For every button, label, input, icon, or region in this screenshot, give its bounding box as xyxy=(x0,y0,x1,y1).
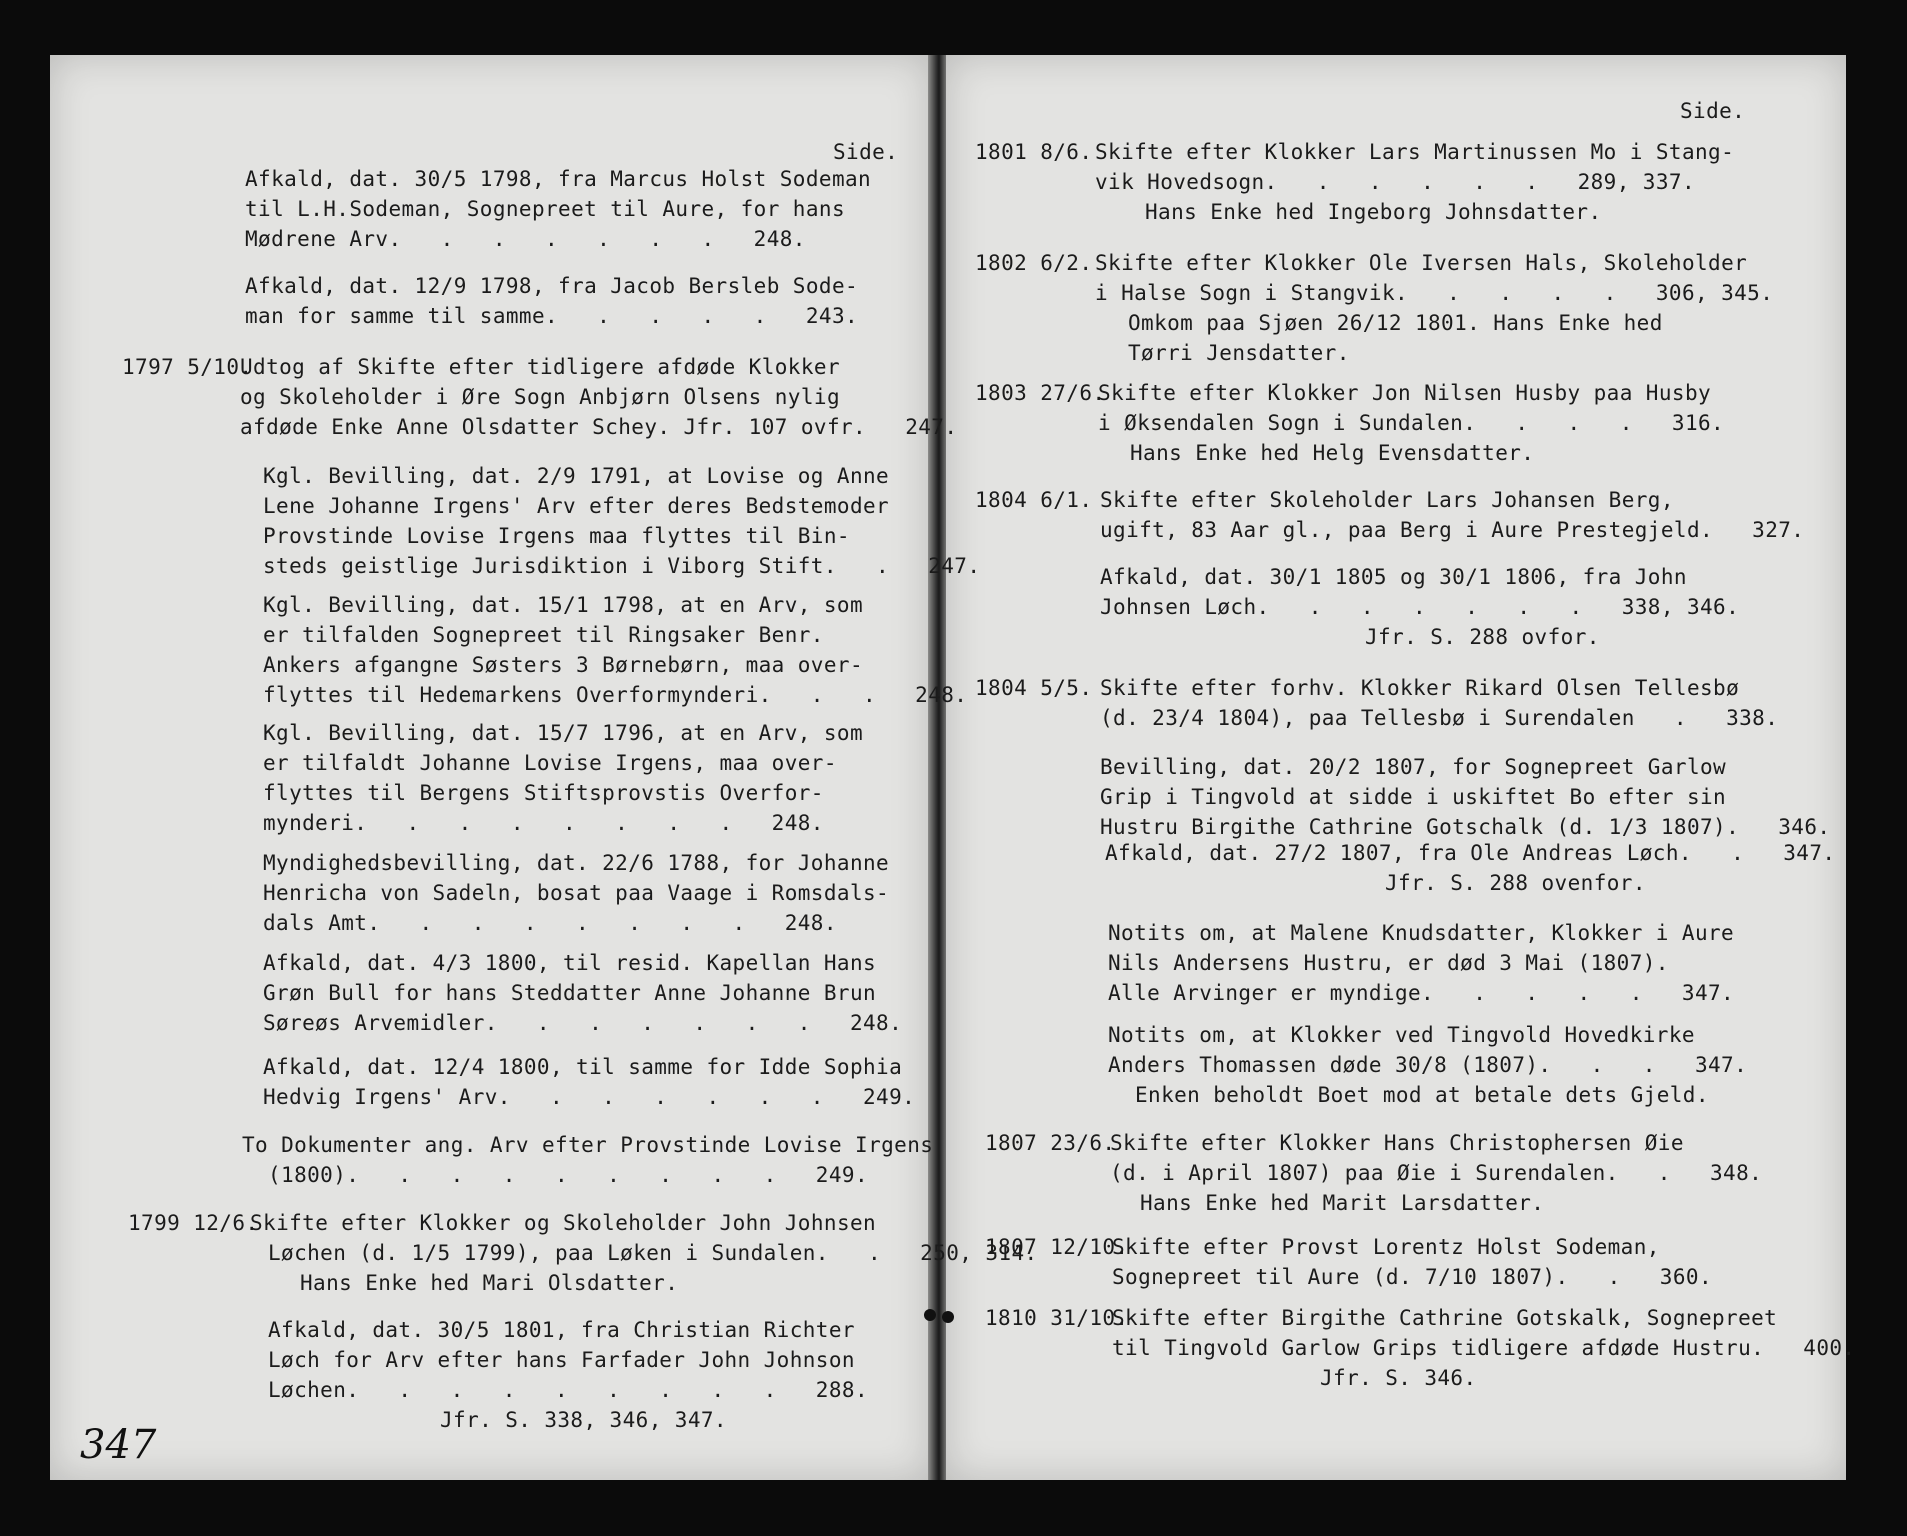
entry-line: Afkald, dat. 12/4 1800, til samme for Idde Sophia xyxy=(263,1055,903,1079)
entry-line: Enken beholdt Boet mod at betale dets Gjeld. xyxy=(1135,1083,1709,1107)
entry-line: Afkald, dat. 4/3 1800, til resid. Kapellan Hans xyxy=(263,951,877,975)
entry-line: Lene Johanne Irgens' Arv efter deres Bedstemoder xyxy=(263,494,890,518)
entry-line: steds geistlige Jurisdiktion i Viborg Stift. . 247. xyxy=(263,554,981,578)
entry-line: Skifte efter Birgithe Cathrine Gotskalk, Sognepreet xyxy=(1112,1306,1778,1330)
entry-date: 1804 5/5. xyxy=(975,676,1093,700)
entry-line: Jfr. S. 288 ovenfor. xyxy=(1385,871,1646,895)
entry-line: til L.H.Sodeman, Sognepreet til Aure, for hans xyxy=(245,197,845,221)
entry-line: til Tingvold Garlow Grips tidligere afdøde Hustru. 400. xyxy=(1112,1336,1856,1360)
entry-line: Johnsen Løch. . . . . . . 338, 346. xyxy=(1100,595,1740,619)
entry-line: Notits om, at Klokker ved Tingvold Hovedkirke xyxy=(1108,1023,1695,1047)
entry-line: Bevilling, dat. 20/2 1807, for Sognepreet Garlow xyxy=(1100,755,1727,779)
entry-line: Afkald, dat. 30/1 1805 og 30/1 1806, fra John xyxy=(1100,565,1687,589)
entry-line: er tilfaldt Johanne Lovise Irgens, maa over- xyxy=(263,751,837,775)
entry-line: Hans Enke hed Mari Olsdatter. xyxy=(300,1271,679,1295)
entry-line: Provstinde Lovise Irgens maa flyttes til Bin- xyxy=(263,524,850,548)
handwritten-page-note: 347 xyxy=(80,1422,157,1468)
entry-line: i Øksendalen Sogn i Sundalen. . . . 316. xyxy=(1098,411,1725,435)
entry-line: dals Amt. . . . . . . . 248. xyxy=(263,911,837,935)
entry-line: Skifte efter Klokker Ole Iversen Hals, Skoleholder xyxy=(1095,251,1748,275)
entry-line: Søreøs Arvemidler. . . . . . . 248. xyxy=(263,1011,903,1035)
entry-date: 1810 31/10. xyxy=(985,1306,1129,1330)
entry-line: Afkald, dat. 30/5 1801, fra Christian Richter xyxy=(268,1318,855,1342)
entry-line: Skifte efter Provst Lorentz Holst Sodeman, xyxy=(1112,1235,1660,1259)
entry-line: Alle Arvinger er myndige. . . . . 347. xyxy=(1108,981,1735,1005)
entry-line: Kgl. Bevilling, dat. 15/1 1798, at en Arv, som xyxy=(263,593,863,617)
entry-line: Løchen. . . . . . . . . 288. xyxy=(268,1378,868,1402)
entry-line: Myndighedsbevilling, dat. 22/6 1788, for Johanne xyxy=(263,851,890,875)
entry-line: Hans Enke hed Helg Evensdatter. xyxy=(1130,441,1535,465)
entry-line: man for samme til samme. . . . . 243. xyxy=(245,304,859,328)
entry-line: Skifte efter Klokker Lars Martinussen Mo i Stang- xyxy=(1095,140,1735,164)
entry-date: 1807 12/10. xyxy=(985,1235,1129,1259)
entry-line: Ankers afgangne Søsters 3 Børnebørn, maa over- xyxy=(263,653,863,677)
entry-line: Afkald, dat. 12/9 1798, fra Jacob Bersleb Sode- xyxy=(245,274,859,298)
entry-line: Omkom paa Sjøen 26/12 1801. Hans Enke hed xyxy=(1128,311,1663,335)
entry-line: mynderi. . . . . . . . 248. xyxy=(263,811,824,835)
entry-line: Afkald, dat. 27/2 1807, fra Ole Andreas Løch. . 347. xyxy=(1105,841,1836,865)
left-side-header: Side. xyxy=(833,140,899,164)
entry-line: Anders Thomassen døde 30/8 (1807). . . 347. xyxy=(1108,1053,1748,1077)
entry-date: 1803 27/6. xyxy=(975,381,1106,405)
entry-line: Tørri Jensdatter. xyxy=(1128,341,1350,365)
entry-line: Notits om, at Malene Knudsdatter, Klokker i Aure xyxy=(1108,921,1735,945)
entry-line: Hustru Birgithe Cathrine Gotschalk (d. 1/3 1807). 346. xyxy=(1100,815,1831,839)
entry-line: Skifte efter Klokker og Skoleholder John Johnsen xyxy=(250,1211,877,1235)
entry-line: Skifte efter Klokker Hans Christophersen Øie xyxy=(1110,1131,1684,1155)
entry-line: Skifte efter Klokker Jon Nilsen Husby paa Husby xyxy=(1098,381,1712,405)
entry-line: Mødrene Arv. . . . . . . 248. xyxy=(245,227,806,251)
entry-line: Grip i Tingvold at sidde i uskiftet Bo efter sin xyxy=(1100,785,1727,809)
entry-line: er tilfalden Sognepreet til Ringsaker Benr. xyxy=(263,623,824,647)
entry-line: (1800). . . . . . . . . 249. xyxy=(268,1163,868,1187)
entry-line: (d. i April 1807) paa Øie i Surendalen. . 348. xyxy=(1110,1161,1763,1185)
entry-line: Sognepreet til Aure (d. 7/10 1807). . 360. xyxy=(1112,1265,1712,1289)
entry-line: Skifte efter Skoleholder Lars Johansen Berg, xyxy=(1100,488,1674,512)
entry-line: Løchen (d. 1/5 1799), paa Løken i Sundalen. . 250, 314. xyxy=(268,1241,1038,1265)
entry-date: 1799 12/6. xyxy=(128,1211,259,1235)
entry-line: vik Hovedsogn. . . . . . 289, 337. xyxy=(1095,170,1695,194)
entry-line: flyttes til Hedemarkens Overformynderi. . . 248. xyxy=(263,683,968,707)
entry-line: Kgl. Bevilling, dat. 2/9 1791, at Lovise og Anne xyxy=(263,464,890,488)
entry-line: og Skoleholder i Øre Sogn Anbjørn Olsens nylig xyxy=(240,385,840,409)
entry-line: Udtog af Skifte efter tidligere afdøde Klokker xyxy=(240,355,840,379)
entry-line: Hans Enke hed Ingeborg Johnsdatter. xyxy=(1145,200,1602,224)
entry-line: To Dokumenter ang. Arv efter Provstinde Lovise Irgens xyxy=(242,1133,934,1157)
entry-line: Jfr. S. 288 ovfor. xyxy=(1365,625,1600,649)
entry-line: Skifte efter forhv. Klokker Rikard Olsen Tellesbø xyxy=(1100,676,1740,700)
entry-line: i Halse Sogn i Stangvik. . . . . 306, 345. xyxy=(1095,281,1774,305)
entry-line: Grøn Bull for hans Steddatter Anne Johanne Brun xyxy=(263,981,877,1005)
entry-line: Hans Enke hed Marit Larsdatter. xyxy=(1140,1191,1545,1215)
binding-hole-mark xyxy=(924,1309,936,1321)
entry-date: 1807 23/6. xyxy=(985,1131,1116,1155)
entry-date: 1801 8/6. xyxy=(975,140,1093,164)
entry-line: Kgl. Bevilling, dat. 15/7 1796, at en Arv, som xyxy=(263,721,863,745)
entry-line: Afkald, dat. 30/5 1798, fra Marcus Holst Sodeman xyxy=(245,167,872,191)
entry-date: 1797 5/10. xyxy=(122,355,253,379)
entry-line: Hedvig Irgens' Arv. . . . . . . 249. xyxy=(263,1085,916,1109)
entry-date: 1802 6/2. xyxy=(975,251,1093,275)
entry-date: 1804 6/1. xyxy=(975,488,1093,512)
binding-hole-mark xyxy=(942,1311,954,1323)
right-side-header: Side. xyxy=(1680,99,1746,123)
entry-line: (d. 23/4 1804), paa Tellesbø i Surendalen . 338. xyxy=(1100,706,1779,730)
entry-line: afdøde Enke Anne Olsdatter Schey. Jfr. 107 ovfr. 247. xyxy=(240,415,958,439)
entry-line: ugift, 83 Aar gl., paa Berg i Aure Prestegjeld. 327. xyxy=(1100,518,1805,542)
entry-line: Løch for Arv efter hans Farfader John Johnson xyxy=(268,1348,855,1372)
entry-line: Henricha von Sadeln, bosat paa Vaage i Romsdals- xyxy=(263,881,890,905)
entry-line: Jfr. S. 346. xyxy=(1320,1366,1477,1390)
entry-line: Nils Andersens Hustru, er død 3 Mai (1807). xyxy=(1108,951,1669,975)
entry-line: flyttes til Bergens Stiftsprovstis Overfor- xyxy=(263,781,824,805)
entry-line: Jfr. S. 338, 346, 347. xyxy=(440,1408,727,1432)
